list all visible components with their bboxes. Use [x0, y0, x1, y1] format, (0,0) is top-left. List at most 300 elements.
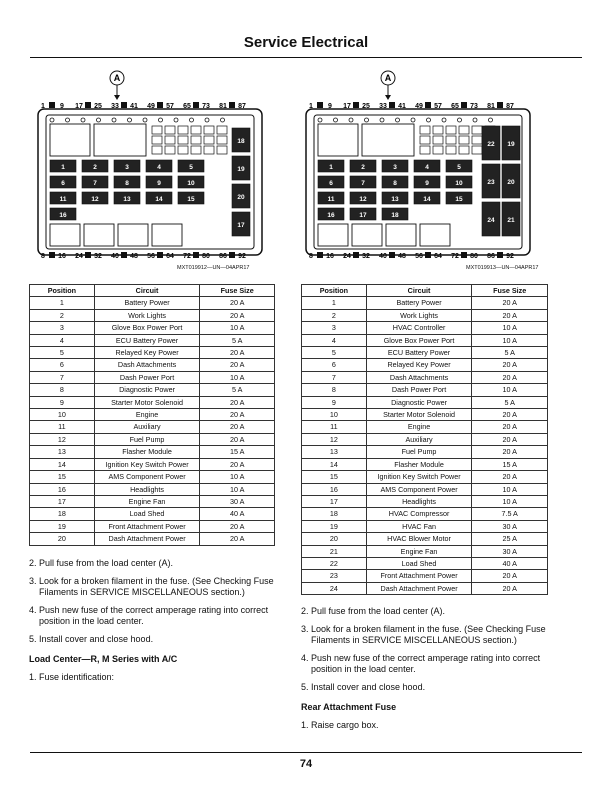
cell-circuit: Ignition Key Switch Power: [94, 458, 200, 470]
cell-position: 11: [30, 421, 95, 433]
mini-fuse-slot: [191, 136, 201, 144]
step-3: 3. Look for a broken filament in the fuse. (See Checking Fuse Filaments in SERVICE MISCELLANEOUS section.): [29, 575, 274, 597]
fuse-number-label: 3: [125, 164, 129, 171]
terminal-label: 72: [183, 253, 191, 258]
cell-circuit: AMS Component Power: [94, 471, 200, 483]
cell-fuse-size: 30 A: [472, 520, 548, 532]
cell-position: 16: [30, 483, 95, 495]
cell-position: 23: [302, 570, 367, 582]
cell-position: 11: [302, 421, 367, 433]
cell-fuse-size: 7.5 A: [472, 508, 548, 520]
cell-fuse-size: 20 A: [200, 520, 275, 532]
cell-circuit: Work Lights: [94, 309, 200, 321]
table-row: [30, 471, 275, 483]
empty-socket: [94, 124, 146, 156]
stud: [112, 118, 116, 122]
cell-fuse-size: 20 A: [200, 533, 275, 545]
terminal-bar: [497, 102, 503, 108]
cell-circuit: Ignition Key Switch Power: [366, 471, 472, 483]
mini-fuse-slot: [433, 146, 443, 154]
terminal-label: 1: [309, 103, 313, 110]
terminal-bar: [497, 252, 503, 258]
cell-circuit: HVAC Compressor: [366, 508, 472, 520]
terminal-bar: [85, 252, 91, 258]
header-circuit: Circuit: [366, 285, 472, 297]
table-row: [302, 371, 548, 383]
table-row: [302, 297, 548, 309]
table-row: [30, 446, 275, 458]
mini-fuse-slot: [459, 126, 469, 134]
stud: [81, 118, 85, 122]
mini-fuse-slot: [459, 146, 469, 154]
table-row: [30, 409, 275, 421]
table-row: [30, 384, 275, 396]
terminal-label: 65: [183, 103, 191, 110]
terminal-bar: [121, 102, 127, 108]
cell-fuse-size: 20 A: [472, 297, 548, 309]
cell-position: 19: [30, 520, 95, 532]
cell-circuit: Fuel Pump: [94, 433, 200, 445]
cell-fuse-size: 20 A: [472, 582, 548, 594]
step-1: 1. Fuse identification:: [29, 671, 115, 682]
cell-fuse-size: 10 A: [200, 371, 275, 383]
stud: [159, 118, 163, 122]
fuse-number-label: 6: [329, 180, 333, 187]
cell-position: 9: [30, 396, 95, 408]
stud: [442, 118, 446, 122]
table-row: [30, 371, 275, 383]
cell-fuse-size: 20 A: [200, 409, 275, 421]
table-row: [302, 495, 548, 507]
terminal-label: 65: [451, 103, 459, 110]
table-row: [302, 384, 548, 396]
header-fuse-size: Fuse Size: [472, 285, 548, 297]
terminal-bar: [121, 252, 127, 258]
cell-fuse-size: 5 A: [472, 396, 548, 408]
cell-circuit: Headlights: [366, 495, 472, 507]
mini-fuse-slot: [420, 136, 430, 144]
figure-caption-right: MXT019913—UN—04APR17: [466, 265, 539, 271]
empty-socket: [318, 224, 348, 246]
step-2: 2. Pull fuse from the load center (A).: [301, 606, 446, 616]
cell-circuit: Starter Motor Solenoid: [94, 396, 200, 408]
cell-fuse-size: 10 A: [200, 471, 275, 483]
cell-position: 5: [30, 347, 95, 359]
cell-circuit: Front Attachment Power: [366, 570, 472, 582]
table-row: [302, 533, 548, 545]
step-5: 5. Install cover and close hood.: [301, 681, 426, 692]
cell-position: 6: [30, 359, 95, 371]
cell-fuse-size: 20 A: [472, 309, 548, 321]
cell-position: 9: [302, 396, 367, 408]
mini-fuse-slot: [459, 136, 469, 144]
terminal-label: 64: [434, 253, 442, 258]
terminal-label: 24: [75, 253, 83, 258]
table-row: [302, 347, 548, 359]
cell-circuit: Battery Power: [94, 297, 200, 309]
fuse-number-label: 8: [393, 180, 397, 187]
load-center-diagram-right: [300, 68, 546, 258]
cell-fuse-size: 20 A: [200, 359, 275, 371]
cell-circuit: Engine: [366, 421, 472, 433]
table-row: [302, 446, 548, 458]
terminal-label: 57: [434, 103, 442, 110]
cell-circuit: Engine Fan: [366, 545, 472, 557]
table-row: [30, 533, 275, 545]
mini-fuse-slot: [178, 126, 188, 134]
cell-circuit: Dash Attachment Power: [366, 582, 472, 594]
fuse-number-label: 1: [329, 164, 333, 171]
terminal-bar: [461, 102, 467, 108]
table-row: [30, 483, 275, 495]
terminal-label: 24: [343, 253, 351, 258]
instructions-left: [29, 558, 279, 689]
cell-position: 21: [302, 545, 367, 557]
cell-position: 7: [30, 371, 95, 383]
empty-socket: [420, 224, 450, 246]
mini-fuse-slot: [204, 126, 214, 134]
mini-fuse-slot: [433, 126, 443, 134]
cell-fuse-size: 10 A: [472, 495, 548, 507]
terminal-bar: [229, 252, 235, 258]
cell-fuse-size: 5 A: [200, 334, 275, 346]
stud: [174, 118, 178, 122]
cell-position: 6: [302, 359, 367, 371]
table-row: [30, 309, 275, 321]
terminal-label: 48: [130, 253, 138, 258]
empty-socket: [152, 224, 182, 246]
mini-fuse-slot: [178, 136, 188, 144]
table-row: [302, 545, 548, 557]
cell-position: 22: [302, 557, 367, 569]
terminal-label: 16: [326, 253, 334, 258]
terminal-label: 9: [328, 103, 332, 110]
relay-number-label: 19: [507, 141, 515, 148]
cell-circuit: ECU Battery Power: [94, 334, 200, 346]
cell-fuse-size: 10 A: [200, 483, 275, 495]
relay-number-label: 23: [487, 179, 495, 186]
terminal-bar: [461, 252, 467, 258]
cell-fuse-size: 20 A: [200, 421, 275, 433]
cell-fuse-size: 20 A: [200, 309, 275, 321]
stud: [489, 118, 493, 122]
stud: [473, 118, 477, 122]
terminal-bar: [317, 252, 323, 258]
cell-position: 3: [30, 322, 95, 334]
fuse-number-label: 13: [123, 196, 131, 203]
terminal-label: 25: [94, 103, 102, 110]
terminal-label: 72: [451, 253, 459, 258]
cell-circuit: Relayed Key Power: [366, 359, 472, 371]
fuse-number-label: 18: [391, 212, 399, 219]
empty-socket: [352, 224, 382, 246]
terminal-label: 57: [166, 103, 174, 110]
empty-socket: [386, 224, 416, 246]
mini-fuse-slot: [165, 136, 175, 144]
terminal-label: 40: [379, 253, 387, 258]
terminal-label: 80: [470, 253, 478, 258]
fuse-number-label: 12: [91, 196, 99, 203]
cell-circuit: Starter Motor Solenoid: [366, 409, 472, 421]
fuse-number-label: 11: [327, 196, 335, 203]
cell-fuse-size: 15 A: [472, 458, 548, 470]
relay-number-label: 19: [237, 166, 245, 173]
stud: [66, 118, 70, 122]
fuse-number-label: 8: [125, 180, 129, 187]
cell-position: 8: [302, 384, 367, 396]
terminal-bar: [425, 252, 431, 258]
section-heading: Rear Attachment Fuse: [301, 702, 397, 712]
cell-fuse-size: 20 A: [472, 570, 548, 582]
cell-circuit: Flasher Module: [366, 458, 472, 470]
callout-a-label: A: [384, 73, 392, 83]
table-row: [30, 347, 275, 359]
fuse-number-label: 15: [455, 196, 463, 203]
cell-circuit: ECU Battery Power: [366, 347, 472, 359]
section-heading: Load Center—R, M Series with A/C: [29, 654, 178, 664]
terminal-label: 16: [58, 253, 66, 258]
terminal-label: 56: [415, 253, 423, 258]
cell-position: 20: [302, 533, 367, 545]
cell-circuit: Dash Power Port: [366, 384, 472, 396]
cell-position: 13: [302, 446, 367, 458]
header-rule: [30, 57, 582, 58]
terminal-label: 32: [94, 253, 102, 258]
terminal-label: 33: [111, 103, 119, 110]
fuse-number-label: 11: [59, 196, 67, 203]
stud: [205, 118, 209, 122]
fuse-number-label: 5: [189, 164, 193, 171]
relay-number-label: 20: [507, 179, 515, 186]
mini-fuse-slot: [472, 136, 482, 144]
mini-fuse-slot: [191, 146, 201, 154]
fuse-number-label: 2: [93, 164, 97, 171]
table-row: [302, 433, 548, 445]
terminal-label: 87: [238, 103, 246, 110]
cell-fuse-size: 20 A: [200, 433, 275, 445]
cell-fuse-size: 10 A: [472, 483, 548, 495]
terminal-bar: [353, 252, 359, 258]
cell-position: 18: [302, 508, 367, 520]
stud: [349, 118, 353, 122]
cell-position: 4: [30, 334, 95, 346]
header-position: Position: [302, 285, 367, 297]
terminal-label: 73: [470, 103, 478, 110]
relay-number-label: 24: [487, 217, 495, 224]
fuse-number-label: 2: [361, 164, 365, 171]
stud: [97, 118, 101, 122]
mini-fuse-slot: [152, 126, 162, 134]
terminal-bar: [389, 252, 395, 258]
stud: [50, 118, 54, 122]
cell-position: 17: [30, 495, 95, 507]
cell-circuit: HVAC Controller: [366, 322, 472, 334]
cell-position: 1: [30, 297, 95, 309]
instructions-right: [301, 606, 553, 737]
fuse-number-label: 17: [359, 212, 367, 219]
fuse-number-label: 3: [393, 164, 397, 171]
fuse-block: [50, 118, 250, 246]
terminal-label: 80: [202, 253, 210, 258]
table-row: [302, 409, 548, 421]
terminal-bar: [389, 102, 395, 108]
callout-a-arrow: [385, 95, 391, 100]
terminal-label: 86: [219, 253, 227, 258]
mini-fuse-slot: [204, 146, 214, 154]
page-title: Service Electrical: [243, 34, 369, 51]
table-row: [30, 359, 275, 371]
cell-circuit: Front Attachment Power: [94, 520, 200, 532]
mini-fuse-slot: [204, 136, 214, 144]
table-row: [30, 396, 275, 408]
cell-position: 7: [302, 371, 367, 383]
fuse-number-label: 4: [425, 164, 429, 171]
table-row: [302, 471, 548, 483]
table-header-row: [302, 285, 548, 297]
fuse-number-label: 10: [455, 180, 463, 187]
cell-position: 10: [302, 409, 367, 421]
cell-circuit: Load Shed: [366, 557, 472, 569]
terminal-bar: [85, 102, 91, 108]
stud: [396, 118, 400, 122]
cell-position: 12: [302, 433, 367, 445]
cell-fuse-size: 20 A: [472, 446, 548, 458]
mini-fuse-slot: [178, 146, 188, 154]
terminal-bar: [229, 102, 235, 108]
step-4: 4. Push new fuse of the correct amperage rating into correct position in the load center.: [29, 604, 269, 626]
mini-fuse-slot: [420, 146, 430, 154]
cell-circuit: Diagnostic Power: [366, 396, 472, 408]
fuse-number-label: 9: [157, 180, 161, 187]
fuse-number-label: 15: [187, 196, 195, 203]
terminal-label: 48: [398, 253, 406, 258]
step-5: 5. Install cover and close hood.: [29, 633, 154, 644]
terminal-label: 86: [487, 253, 495, 258]
cell-fuse-size: 30 A: [200, 495, 275, 507]
cell-circuit: Battery Power: [366, 297, 472, 309]
table-row: [30, 421, 275, 433]
table-row: [30, 508, 275, 520]
cell-fuse-size: 10 A: [472, 322, 548, 334]
stud: [334, 118, 338, 122]
cell-fuse-size: 30 A: [472, 545, 548, 557]
cell-position: 16: [302, 483, 367, 495]
fuse-table-left: [29, 284, 275, 546]
fuse-number-label: 10: [187, 180, 195, 187]
table-row: [302, 421, 548, 433]
cell-fuse-size: 20 A: [472, 471, 548, 483]
terminal-label: 41: [398, 103, 406, 110]
relay-number-label: 20: [237, 194, 245, 201]
table-row: [30, 458, 275, 470]
terminal-label: 17: [75, 103, 83, 110]
cell-position: 5: [302, 347, 367, 359]
fuse-number-label: 5: [457, 164, 461, 171]
fuse-number-label: 16: [327, 212, 335, 219]
cell-fuse-size: 20 A: [200, 297, 275, 309]
terminal-bar: [49, 252, 55, 258]
stud: [128, 118, 132, 122]
header-fuse-size: Fuse Size: [200, 285, 275, 297]
callout-a-label: A: [113, 73, 121, 83]
footer-rule: [30, 752, 582, 753]
cell-position: 15: [302, 471, 367, 483]
stud: [411, 118, 415, 122]
mini-fuse-slot: [446, 136, 456, 144]
empty-socket: [362, 124, 414, 156]
cell-circuit: Auxiliary: [366, 433, 472, 445]
terminal-label: 17: [343, 103, 351, 110]
cell-circuit: Work Lights: [366, 309, 472, 321]
empty-socket: [50, 224, 80, 246]
terminal-label: 40: [111, 253, 119, 258]
mini-fuse-slot: [217, 146, 227, 154]
cell-position: 14: [302, 458, 367, 470]
terminal-label: 33: [379, 103, 387, 110]
cell-fuse-size: 20 A: [472, 359, 548, 371]
terminal-bar: [157, 252, 163, 258]
terminal-label: 92: [506, 253, 514, 258]
terminal-label: 81: [487, 103, 495, 110]
terminal-label: 73: [202, 103, 210, 110]
empty-socket: [50, 124, 90, 156]
table-row: [302, 359, 548, 371]
stud: [190, 118, 194, 122]
header-circuit: Circuit: [94, 285, 200, 297]
stud: [458, 118, 462, 122]
cell-circuit: Load Shed: [94, 508, 200, 520]
terminal-label: 8: [309, 253, 313, 258]
terminal-label: 32: [362, 253, 370, 258]
cell-circuit: Auxiliary: [94, 421, 200, 433]
mini-fuse-slot: [472, 146, 482, 154]
cell-fuse-size: 15 A: [200, 446, 275, 458]
fuse-number-label: 4: [157, 164, 161, 171]
stud: [427, 118, 431, 122]
mini-fuse-slot: [191, 126, 201, 134]
table-row: [30, 495, 275, 507]
terminal-bar: [317, 102, 323, 108]
cell-position: 3: [302, 322, 367, 334]
cell-position: 4: [302, 334, 367, 346]
cell-position: 15: [30, 471, 95, 483]
mini-fuse-slot: [217, 126, 227, 134]
empty-socket: [318, 124, 358, 156]
table-row: [302, 508, 548, 520]
cell-circuit: Dash Attachments: [366, 371, 472, 383]
cell-circuit: Engine: [94, 409, 200, 421]
terminal-label: 9: [60, 103, 64, 110]
mini-fuse-slot: [152, 146, 162, 154]
fuse-number-label: 14: [423, 196, 431, 203]
terminal-label: 92: [238, 253, 246, 258]
fuse-number-label: 12: [359, 196, 367, 203]
empty-socket: [118, 224, 148, 246]
empty-socket: [84, 224, 114, 246]
terminal-bar: [353, 102, 359, 108]
terminal-bar: [157, 102, 163, 108]
cell-fuse-size: 20 A: [472, 409, 548, 421]
mini-fuse-slot: [446, 126, 456, 134]
cell-position: 19: [302, 520, 367, 532]
table-row: [302, 557, 548, 569]
terminal-bar: [425, 102, 431, 108]
cell-fuse-size: 20 A: [472, 421, 548, 433]
terminal-bar: [193, 102, 199, 108]
mini-fuse-slot: [433, 136, 443, 144]
cell-fuse-size: 40 A: [472, 557, 548, 569]
header-position: Position: [30, 285, 95, 297]
